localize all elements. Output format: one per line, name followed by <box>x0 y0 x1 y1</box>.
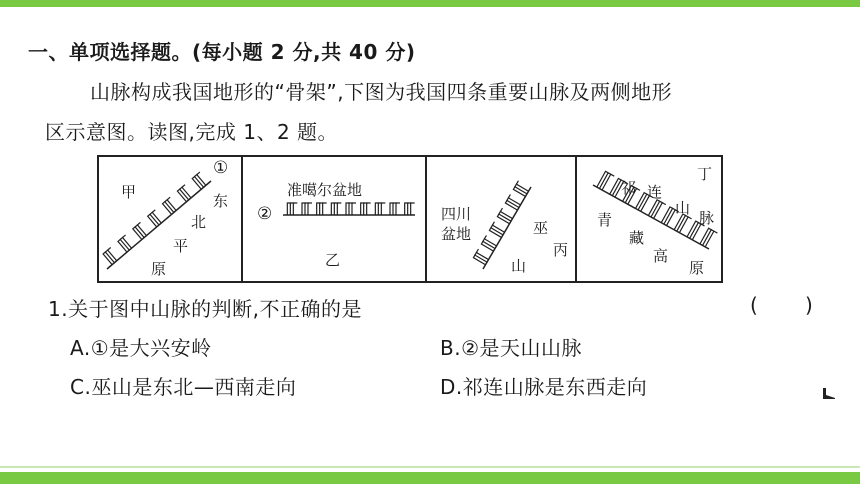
label-ping: 平 <box>173 237 189 255</box>
option-b[interactable]: B.②是天山山脉 <box>440 336 583 360</box>
label-qi: 祁 <box>621 179 637 197</box>
label-dong: 东 <box>213 192 229 210</box>
circle-label-1: ① <box>213 158 229 178</box>
panel-1 <box>99 157 241 281</box>
option-c[interactable]: C.巫山是东北—西南走向 <box>70 375 297 399</box>
label-jia: 甲 <box>121 183 137 201</box>
option-a[interactable]: A.①是大兴安岭 <box>70 336 212 360</box>
label-ding: 丁 <box>697 165 713 183</box>
label-gao: 高 <box>653 247 669 265</box>
label-mai: 脉 <box>699 209 715 227</box>
panel-4 <box>577 157 721 281</box>
mountain-diagram <box>97 155 723 283</box>
panel-2 <box>243 157 425 281</box>
label-qing: 青 <box>597 211 613 229</box>
label-pendi: 盆地 <box>441 225 472 243</box>
intro-line-1: 山脉构成我国地形的“骨架”,下图为我国四条重要山脉及两侧地形 <box>90 80 673 104</box>
intro-line-2: 区示意图。读图,完成 1、2 题。 <box>45 120 339 144</box>
panel-3 <box>427 157 575 281</box>
label-yuan-4: 原 <box>689 259 705 277</box>
pen-cursor-icon <box>822 386 836 400</box>
section-heading: 一、单项选择题。(每小题 2 分,共 40 分) <box>28 40 416 64</box>
answer-paren-open: ( <box>750 293 758 317</box>
label-yi: 乙 <box>325 251 341 269</box>
label-shan: 山 <box>511 257 527 275</box>
bottom-accent-line <box>0 466 860 468</box>
question-stem: 1.关于图中山脉的判断,不正确的是 <box>48 297 362 321</box>
label-bei: 北 <box>191 213 207 231</box>
label-sichuan: 四川 <box>441 205 472 223</box>
label-zang: 藏 <box>629 229 645 247</box>
label-yuan: 原 <box>151 260 167 278</box>
label-junggar-basin: 准噶尔盆地 <box>287 181 363 199</box>
top-accent-bar <box>0 0 860 7</box>
label-shan-4: 山 <box>675 199 691 217</box>
answer-paren-close: ) <box>805 293 813 317</box>
circle-label-2: ② <box>257 204 273 224</box>
bottom-accent-bar <box>0 472 860 484</box>
label-bing: 丙 <box>553 241 569 259</box>
label-wu: 巫 <box>533 219 549 237</box>
option-d[interactable]: D.祁连山脉是东西走向 <box>440 375 648 399</box>
label-lian: 连 <box>647 183 663 201</box>
